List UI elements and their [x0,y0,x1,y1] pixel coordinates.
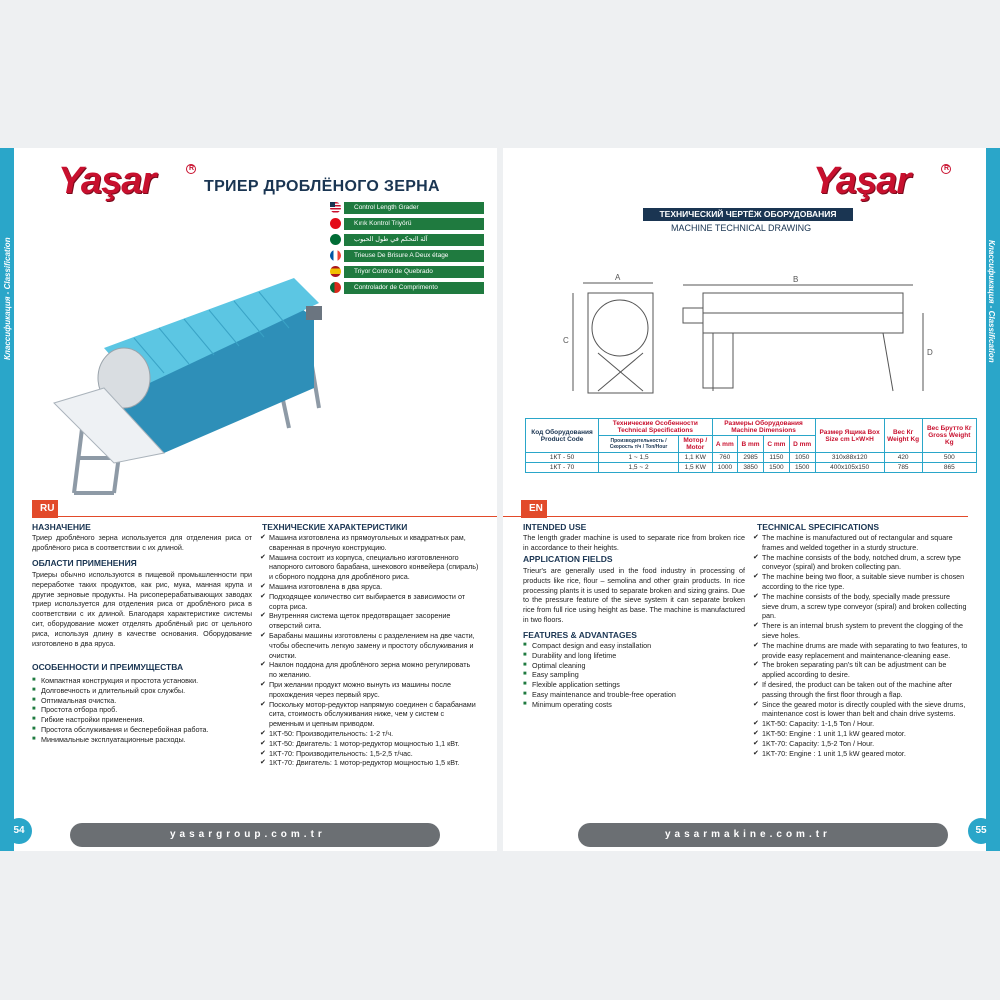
list-item: ■ Компактная конструкция и простота установки. [32,676,252,686]
table-cell: 760 [712,453,738,463]
list-item: ✔ Машина состоит из корпуса, специально изготовленного напорного ситового барабана, шнекового конвейера (спираль) и сборного поддона для дроблёного риса. [260,553,480,582]
list-item: ■ Easy sampling [523,670,745,680]
table-cell: 1,5 KW [679,463,712,473]
list-item: ✔ There is an internal brush system to prevent the clogging of the sieve holes. [753,621,968,641]
list-item: ■ Easy maintenance and trouble-free operation [523,690,745,700]
list-item: ✔ The machine being two floor, a suitable sieve number is chosen according to the rice type. [753,572,968,592]
top-motor [306,306,322,320]
applications-text: Триеры обычно используются в пищевой промышленности при переработке таких продуктов, как рис, мука, манная крупа и другие зерновые продукты. На рисоперерабатывающих заводах триер используется для отделения риса от дроблёного риса в соответствии с их длиной. Благодаря характеристике системы сит, оборудование может отделять дроблёный рис от цельного риса, используя длину в качестве основания. Оборудование изготовлено в два яруса. [32,570,252,648]
left-footer-url[interactable]: yasargroup.com.tr [170,829,326,840]
language-item-es: Triyor Control de Quebrado [344,266,484,278]
section-divider [32,516,497,517]
list-item: ✔ 1КТ-50: Производительность: 1-2 т/ч. [260,729,480,739]
table-cell: 1 ~ 1,5 [599,453,679,463]
tech-specs-heading: ТЕХНИЧЕСКИЕ ХАРАКТЕРИСТИКИ [262,522,408,532]
table-header: A mm [712,436,738,453]
table-cell: 2985 [738,453,764,463]
applications-heading: ОБЛАСТИ ПРИМЕНЕНИЯ [32,558,137,568]
list-item: ■ Compact design and easy installation [523,641,745,651]
tr-flag-icon [330,218,341,229]
features-list [32,676,252,745]
product-title: ТРИЕР ДРОБЛЁНОГО ЗЕРНА [204,178,440,195]
list-item: ✔ Подходящее количество сит выбирается в зависимости от сорта риса. [260,592,480,612]
features-heading: FEATURES & ADVANTAGES [523,630,637,640]
table-cell: 1500 [763,463,789,473]
list-item: ■ Простота отбора проб. [32,705,252,715]
purpose-heading: НАЗНАЧЕНИЕ [32,522,91,532]
table-cell: 310x88x120 [815,453,884,463]
application-fields-text: Trieur's are generally used in the food industry in processing of products like rice, flour – semolina and other grain products. In rice processing plants it is used to separate broken and sizing grains. Due to the pressure feature of the sieve system it can separate broken rice from full rice using height as base. The machine is manufactured in two floors. [523,566,745,624]
brand-logo [813,160,949,203]
table-cell: 1,1 KW [679,453,712,463]
table-cell: 1,5 ~ 2 [599,463,679,473]
table-header: Размеры Оборудования Machine Dimensions [712,419,815,436]
table-cell: 1500 [789,463,815,473]
us-flag-icon [330,202,341,213]
table-header: Мотор / Motor [679,436,712,453]
list-item: ■ Оптимальная очистка. [32,696,252,706]
application-fields-heading: APPLICATION FIELDS [523,554,613,564]
list-item: ✔ If desired, the product can be taken out of the machine after passing through the first floor through a flap. [753,680,968,700]
brand-logo-text: Yaşar [58,160,156,202]
dim-label-b: B [793,275,799,284]
table-header: Вес Брутто Кг Gross Weight Kg [922,419,976,453]
intended-use-heading: INTENDED USE [523,522,587,532]
language-tag-ru: RU [32,500,58,518]
dim-label-d: D [927,348,933,357]
list-item: ✔ Машина изготовлена из прямоугольных и квадратных рам, сваренная в прочную конструкцию. [260,533,480,553]
tech-specs-heading: TECHNICAL SPECIFICATIONS [757,522,879,532]
table-cell: 1КТ - 70 [526,463,599,473]
registered-mark: R [186,164,196,174]
tech-specs-list [753,533,968,758]
language-item-en: Control Length Grader [344,202,484,214]
list-item: ■ Minimum operating costs [523,700,745,710]
front-view-motor [683,308,703,323]
table-header: C mm [763,436,789,453]
list-item: ✔ Наклон поддона для дроблёного зерна можно регулировать по желанию. [260,660,480,680]
table-cell: 400x105x150 [815,463,884,473]
spec-table [525,418,977,473]
dim-label-a: A [615,273,621,282]
list-item: ✔ 1КТ-70: Двигатель: 1 мотор-редуктор мощностью 1,5 кВт. [260,758,480,768]
right-page [503,148,986,851]
left-page-number: 54 [6,818,32,844]
list-item: ■ Optimal cleaning [523,661,745,671]
language-tag-en: EN [521,500,547,518]
language-item-tr: Kırık Kontrol Triyörü [344,218,484,230]
table-cell: 3850 [738,463,764,473]
table-header: D mm [789,436,815,453]
list-item: ✔ Машина изготовлена в два яруса. [260,582,480,592]
sa-flag-icon [330,234,341,245]
language-item-ar: ﺁﻟﺔ ﺍﻟﺘﺤﻜﻢ ﻓﻲ ﻃﻮﻝ ﺍﻟﺤﺒﻮﺏ [344,234,484,246]
list-item: ✔ 1KT-70: Capacity: 1,5-2 Ton / Hour. [753,739,968,749]
intended-use-text: The length grader machine is used to separate rice from broken rice in accordance to their heights. [523,533,745,552]
list-item: ■ Минимальные эксплуатационные расходы. [32,735,252,745]
technical-drawing [553,273,973,398]
table-header: Технические Особенности Technical Specifications [599,419,712,436]
list-item: ■ Долговечность и длительный срок службы. [32,686,252,696]
table-header: Код Оборудования Product Code [526,419,599,453]
list-item: ✔ The broken separating pan's tilt can be adjustment can be applied according to desire. [753,660,968,680]
section-divider [503,516,968,517]
list-item: ✔ Барабаны машины изготовлены с разделением на две части, чтобы обеспечить легкую замену и простоту обслуживания и очистки. [260,631,480,660]
drawing-subtitle: MACHINE TECHNICAL DRAWING [671,223,812,233]
list-item: ■ Гибкие настройки применения. [32,715,252,725]
right-edge-label: Классификация - Classification [987,240,996,363]
table-cell: 420 [884,453,922,463]
table-header: Размер Ящика Box Size cm L×W×H [815,419,884,453]
dim-label-c: C [563,336,569,345]
list-item: ■ Простота обслуживания и бесперебойная работа. [32,725,252,735]
list-item: ✔ The machine is manufactured out of rectangular and square frames and welded together in a sturdy structure. [753,533,968,553]
language-item-pt: Controlador de Comprimento [344,282,484,294]
side-view-drum [592,300,648,356]
table-row [526,453,977,463]
list-item: ✔ 1KT-50: Engine : 1 unit 1,1 kW geared motor. [753,729,968,739]
table-header: B mm [738,436,764,453]
list-item: ✔ 1KT-70: Engine : 1 unit 1,5 kW geared motor. [753,749,968,759]
tech-specs-list [260,533,480,768]
table-cell: 865 [922,463,976,473]
list-item: ✔ The machine drums are made with separating to two features, to provide easy replacement and maintenance-cleaning ease. [753,641,968,661]
table-cell: 785 [884,463,922,473]
table-cell: 500 [922,453,976,463]
registered-mark: R [941,164,951,174]
list-item: ✔ 1КТ-50: Двигатель: 1 мотор-редуктор мощностью 1,1 кВт. [260,739,480,749]
right-page-number: 55 [968,818,994,844]
list-item: ✔ The machine consists of the body, notched drum, a screw type conveyor (spiral) and broken collecting pan. [753,553,968,573]
right-footer-url[interactable]: yasarmakine.com.tr [665,829,831,840]
machine-illustration [44,258,334,498]
table-row [526,463,977,473]
list-item: ✔ Поскольку мотор-редуктор напрямую соединен с барабанами сита, стоимость обслуживания ниже, чем у систем с ременным и цепным приводом. [260,700,480,729]
table-header: Вес Кг Weight Kg [884,419,922,453]
table-cell: 1150 [763,453,789,463]
left-page [14,148,497,851]
brand-logo [58,160,194,203]
brand-logo-text: Yaşar [813,160,911,202]
list-item: ✔ 1КТ-70: Производительность: 1,5-2,5 т/час. [260,749,480,759]
drawing-ribbon: ТЕХНИЧЕСКИЙ ЧЕРТЁЖ ОБОРУДОВАНИЯ [643,208,853,221]
table-cell: 1КТ - 50 [526,453,599,463]
table-cell: 1050 [789,453,815,463]
list-item: ✔ 1KT-50: Capacity: 1-1,5 Ton / Hour. [753,719,968,729]
features-list [523,641,745,710]
list-item: ✔ Since the geared motor is directly coupled with the sieve drums, maintenance cost is lower than belt and chain drive systems. [753,700,968,720]
table-header: Производительность / Скорость т/ч / Ton/Hour [599,436,679,453]
features-heading: ОСОБЕННОСТИ И ПРЕИМУЩЕСТВА [32,662,184,672]
list-item: ■ Durability and long lifetime [523,651,745,661]
list-item: ■ Flexible application settings [523,680,745,690]
left-edge-label: Классификация - Classification [3,237,12,360]
table-cell: 1000 [712,463,738,473]
list-item: ✔ Внутренняя система щеток предотвращает засорение отверстий сита. [260,611,480,631]
purpose-text: Триер дроблёного зерна используется для отделения риса от дроблёного риса в соответствии с их длиной. [32,533,252,552]
list-item: ✔ При желании продукт можно вынуть из машины после прохождения через первый ярус. [260,680,480,700]
language-item-fr: Trieuse De Brisure A Deux étage [344,250,484,262]
list-item: ✔ The machine consists of the body, specially made pressure sieve drum, a screw type conveyor (spiral) and broken collecting pan. [753,592,968,621]
